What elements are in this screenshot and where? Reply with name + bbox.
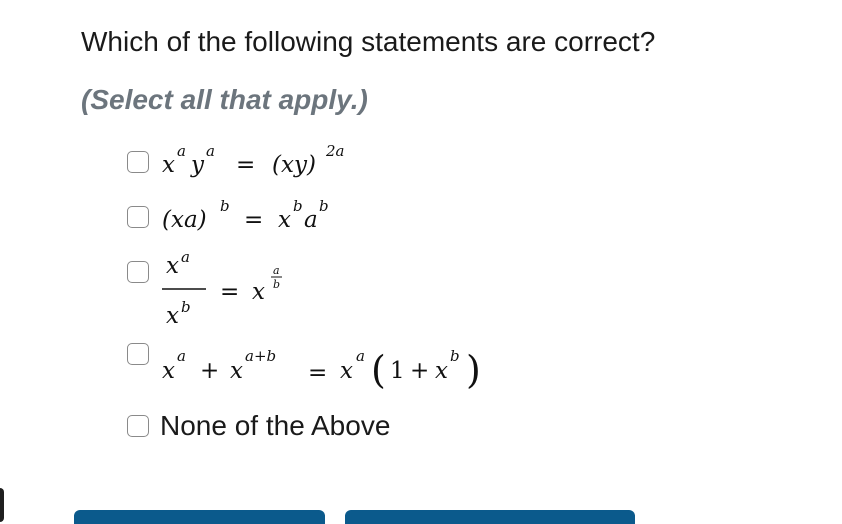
eq2-rhs-a: a [304,207,318,233]
eq1-lhs-y-exp: a [206,142,215,160]
eq4-term2-x: x [230,358,243,384]
eq4-term2-exp: a+b [245,347,277,365]
eq4-plus2: + [410,358,430,384]
eq4-one: 1 [390,358,405,384]
edge-mark [0,488,4,522]
eq4-left-paren: ( [371,348,386,392]
eq4-equals: = [308,360,328,386]
instruction-text: (Select all that apply.) [81,84,368,115]
eq4-right-paren: ) [466,348,481,392]
eq4-factor-exp: a [356,347,365,365]
eq1-rhs-base: (xy) [272,152,316,178]
eq1-lhs-x: x [162,152,175,178]
eq3-num-x: x [166,253,179,279]
option-4-equation [160,335,520,395]
eq2-equals: = [244,207,264,233]
eq3-num-exp: a [181,248,190,266]
option-1-equation [160,140,370,186]
eq1-equals: = [236,152,256,178]
eq2-lhs-base: (xa) [162,207,207,233]
eq2-rhs-x: x [278,207,291,233]
eq4-factor-x: x [340,358,353,384]
eq3-rhs-x: x [252,279,265,305]
eq3-rhs-exp-num: a [273,264,280,277]
eq4-term3-x: x [435,358,448,384]
eq1-lhs-x-exp: a [177,142,186,160]
option-3-checkbox[interactable] [127,261,149,283]
action-button-right[interactable] [345,510,635,524]
option-2-checkbox[interactable] [127,206,149,228]
eq4-term1-x: x [162,358,175,384]
question-text: Which of the following statements are correct? [81,26,656,57]
eq3-den-exp: b [181,298,191,316]
eq1-rhs-exp: 2a [326,142,345,160]
option-1-checkbox[interactable] [127,151,149,173]
eq2-rhs-a-exp: b [319,197,329,215]
eq4-plus1: + [200,358,220,384]
option-2-equation [160,193,370,239]
eq4-term1-exp: a [177,347,186,365]
eq4-term3-exp: b [450,347,460,365]
option-5-checkbox[interactable] [127,415,149,437]
option-4-checkbox[interactable] [127,343,149,365]
eq3-den-x: x [166,303,179,329]
eq2-rhs-x-exp: b [293,197,303,215]
action-button-left[interactable] [74,510,325,524]
eq1-lhs-y: y [191,152,204,178]
eq2-lhs-exp: b [220,197,230,215]
eq3-equals: = [220,279,240,305]
eq3-rhs-exp-den: b [273,278,281,291]
option-5-label: None of the Above [160,410,391,441]
option-3-equation [160,248,370,330]
